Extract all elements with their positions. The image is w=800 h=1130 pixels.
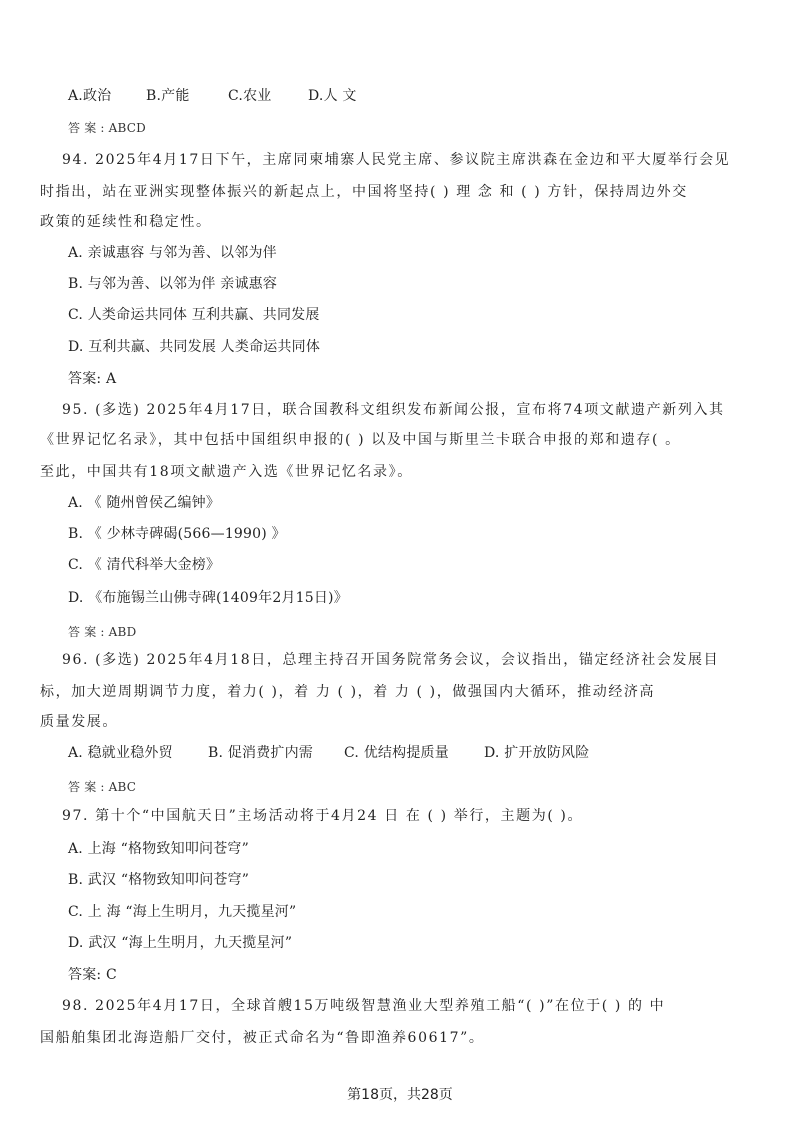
- q96-options: [68, 743, 589, 763]
- q93-options: [68, 86, 357, 106]
- q96-answer: 答 案 : ABC: [68, 780, 137, 794]
- q94-stem-line-3: 政策的延续性和稳定性。: [40, 214, 212, 230]
- q96-option-c: C. 优结构提质量: [344, 745, 449, 761]
- q98-stem-line-1: 98. 2025年4月17日，全球首艘15万吨级智慧渔业大型养殖工船“( )”在位于( ) 的 中: [62, 998, 666, 1014]
- q95-option-d: D. 《布施锡兰山佛寺碑(1409年2月15日)》: [68, 590, 348, 606]
- q97-option-a: A. 上海 “格物致知叩问苍穹”: [68, 841, 249, 857]
- q96-stem-line-3: 质量发展。: [40, 714, 118, 730]
- q94-answer: 答案: A: [68, 371, 117, 387]
- q97-option-c: C. 上 海 “海上生明月，九天揽星河”: [68, 904, 297, 920]
- q95-stem-line-2: 《世界记忆名录》，其中包括中国组织申报的( ) 以及中国与斯里兰卡联合申报的郑和遗存( 。: [40, 432, 681, 448]
- q95-stem-line-3: 至此，中国共有18项文献遗产入选《世界记忆名录》。: [40, 464, 413, 480]
- q94-option-d: D. 互利共赢、共同发展 人类命运共同体: [68, 339, 321, 355]
- page-number-footer: 第18页，共28页: [347, 1087, 453, 1103]
- q95-option-b: B. 《 少林寺碑碣(566—1990) 》: [68, 526, 286, 542]
- q98-stem-line-2: 国船舶集团北海造船厂交付，被正式命名为“鲁即渔养60617”。: [40, 1030, 485, 1046]
- q97-option-b: B. 武汉 “格物致知叩问苍穹”: [68, 872, 250, 888]
- q94-option-a: A. 亲诚惠容 与邻为善、以邻为伴: [68, 245, 277, 261]
- q93-option-d: D.人 文: [308, 88, 357, 104]
- q95-option-a: A. 《 随州曾侯乙编钟》: [68, 495, 221, 511]
- q95-option-c: C. 《 清代科举大金榜》: [68, 557, 221, 573]
- q94-stem-line-2: 时指出，站在亚洲实现整体振兴的新起点上，中国将坚持( ) 理 念 和 ( ) 方针，保持周边外交: [40, 184, 688, 200]
- q96-option-d: D. 扩开放防风险: [484, 745, 590, 761]
- q94-option-b: B. 与邻为善、以邻为伴 亲诚惠容: [68, 276, 278, 292]
- q93-answer: 答 案 : ABCD: [68, 121, 146, 135]
- q95-answer: 答 案 : ABD: [68, 625, 137, 639]
- q97-option-d: D. 武汉 “海上生明月，九天揽星河”: [68, 935, 293, 951]
- q97-answer: 答案: C: [68, 967, 117, 983]
- q94-stem-line-1: 94. 2025年4月17日下午，主席同柬埔寨人民党主席、参议院主席洪森在金边和平大厦举行会见: [62, 152, 731, 168]
- q96-stem-line-2: 标，加大逆周期调节力度，着力( )，着 力 ( )，着 力 ( )，做强国内大循环，推动经济高: [40, 684, 656, 700]
- q95-stem-line-1: 95. (多选) 2025年4月17日，联合国教科文组织发布新闻公报，宣布将74项文献遗产新列入其: [62, 402, 725, 418]
- q93-option-a: A.政治: [68, 88, 112, 104]
- q97-stem-line-1: 97. 第十个“中国航天日”主场活动将于4月24 日 在 ( ) 举行，主题为( )。: [62, 808, 584, 824]
- q96-option-a: A. 稳就业稳外贸: [68, 745, 173, 761]
- q96-option-b: B. 促消费扩内需: [208, 745, 313, 761]
- q96-stem-line-1: 96. (多选) 2025年4月18日，总理主持召开国务院常务会议，会议指出，锚定经济社会发展目: [62, 652, 720, 668]
- q93-option-b: B.产能: [146, 88, 190, 104]
- q94-option-c: C. 人类命运共同体 互利共赢、共同发展: [68, 307, 320, 323]
- q93-option-c: C.农业: [228, 88, 272, 104]
